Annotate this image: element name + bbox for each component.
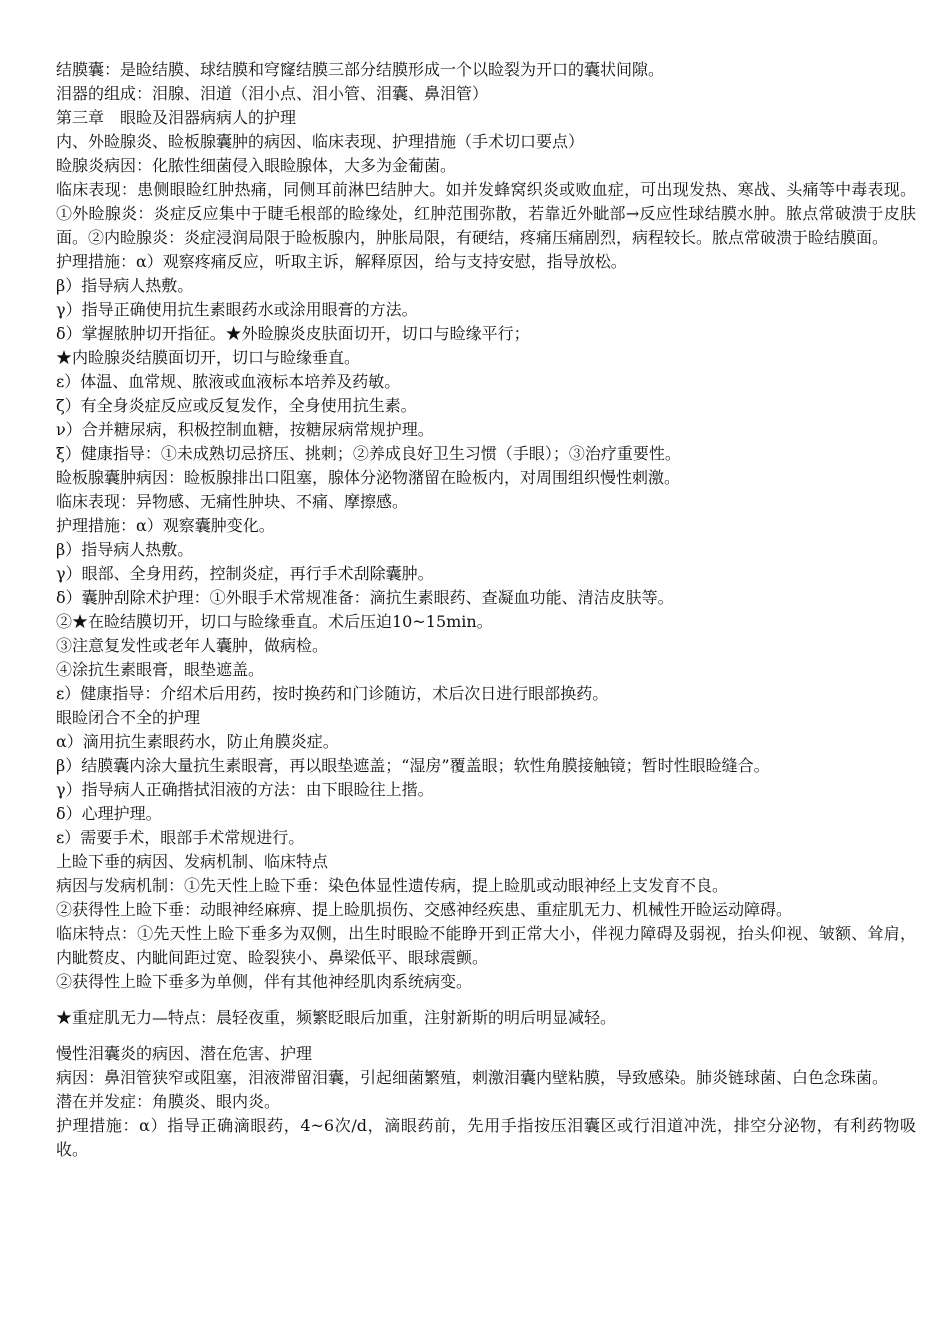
text-line: 睑板腺囊肿病因：睑板腺排出口阻塞，腺体分泌物潴留在睑板内，对周围组织慢性刺激。 — [56, 468, 681, 487]
section-heading: 内、外睑腺炎、睑板腺囊肿的病因、临床表现、护理措施（手术切口要点） — [56, 132, 585, 151]
highlight-note: ★重症肌无力—特点：晨轻夜重，频繁眨眼后加重，注射新斯的明后明显减轻。 — [56, 1008, 617, 1027]
text-line: 结膜囊：是睑结膜、球结膜和穹窿结膜三部分结膜形成一个以睑裂为开口的囊状间隙。 — [56, 60, 665, 79]
list-item: ξ）健康指导：①未成熟切忌挤压、挑刺；②养成良好卫生习惯（手眼）；③治疗重要性。 — [56, 444, 681, 463]
section-heading: 眼睑闭合不全的护理 — [56, 708, 201, 727]
list-item: ε）健康指导：介绍术后用药，按时换药和门诊随访，术后次日进行眼部换药。 — [56, 684, 609, 703]
sub-list-item: ②★在睑结膜切开，切口与睑缘垂直。术后压迫10~15min。 — [56, 612, 493, 631]
list-item: β）指导病人热敷。 — [56, 540, 194, 559]
list-item: γ）指导正确使用抗生素眼药水或涂用眼膏的方法。 — [56, 300, 418, 319]
sub-list-item: ③注意复发性或老年人囊肿，做病检。 — [56, 636, 329, 655]
list-item: δ）心理护理。 — [56, 804, 162, 823]
text-paragraph: 临床表现：患侧眼睑红肿热痛，同侧耳前淋巴结肿大。如并发蜂窝织炎或败血症，可出现发热、寒战、头痛等中毒表现。①外睑腺炎：炎症反应集中于睫毛根部的睑缘处，红肿范围弥散，若靠近外眦部→反应性球结膜水肿。脓点常破溃于皮肤面。②内睑腺炎：炎症浸润局限于睑板腺内，肿胀局限，有硬结，疼痛压痛剧烈，病程较长。脓点常破溃于睑结膜面。 — [56, 180, 916, 247]
paragraph-gap — [56, 1030, 916, 1042]
text-paragraph: ②获得性上睑下垂：动眼神经麻痹、提上睑肌损伤、交感神经疾患、重症肌无力、机械性开睑运动障碍。 — [56, 900, 793, 919]
list-item: ζ）有全身炎症反应或反复发作，全身使用抗生素。 — [56, 396, 417, 415]
chapter-heading: 第三章 眼睑及泪器病病人的护理 — [56, 108, 297, 127]
text-paragraph: 临床特点：①先天性上睑下垂多为双侧，出生时眼睑不能睁开到正常大小，伴视力障碍及弱视，抬头仰视、皱额、耸肩，内眦赘皮、内眦间距过宽、睑裂狭小、鼻梁低平、眼球震颤。 — [56, 924, 916, 967]
text-line: 病因与发病机制：①先天性上睑下垂：染色体显性遗传病，提上睑肌或动眼神经上支发育不良。 — [56, 876, 729, 895]
paragraph-gap — [56, 994, 916, 1006]
text-paragraph: 病因：鼻泪管狭窄或阻塞，泪液滞留泪囊，引起细菌繁殖，刺激泪囊内壁粘膜，导致感染。肺炎链球菌、白色念珠菌。 — [56, 1068, 889, 1087]
list-item: δ）囊肿刮除术护理：①外眼手术常规准备：滴抗生素眼药、查凝血功能、清洁皮肤等。 — [56, 588, 674, 607]
text-line: 睑腺炎病因：化脓性细菌侵入眼睑腺体，大多为金葡菌。 — [56, 156, 457, 175]
section-heading: 慢性泪囊炎的病因、潜在危害、护理 — [56, 1044, 313, 1063]
list-item: α）滴用抗生素眼药水，防止角膜炎症。 — [56, 732, 339, 751]
text-line: 护理措施：α）观察疼痛反应，听取主诉，解释原因，给与支持安慰，指导放松。 — [56, 252, 627, 271]
text-line: 护理措施：α）观察囊肿变化。 — [56, 516, 275, 535]
list-item: β）指导病人热敷。 — [56, 276, 194, 295]
text-line: 潜在并发症：角膜炎、眼内炎。 — [56, 1092, 281, 1111]
document-page — [56, 58, 916, 1162]
section-heading: 上睑下垂的病因、发病机制、临床特点 — [56, 852, 329, 871]
text-line: 临床表现：异物感、无痛性肿块、不痛、摩擦感。 — [56, 492, 409, 511]
list-item: γ）指导病人正确揩拭泪液的方法：由下眼睑往上揩。 — [56, 780, 434, 799]
text-line: ★内睑腺炎结膜面切开，切口与睑缘垂直。 — [56, 348, 361, 367]
list-item: ε）体温、血常规、脓液或血液标本培养及药敏。 — [56, 372, 401, 391]
text-line: 泪器的组成：泪腺、泪道（泪小点、泪小管、泪囊、鼻泪管） — [56, 84, 489, 103]
list-item: γ）眼部、全身用药，控制炎症，再行手术刮除囊肿。 — [56, 564, 434, 583]
list-item: ν）合并糖尿病，积极控制血糖，按糖尿病常规护理。 — [56, 420, 434, 439]
list-item: ε）需要手术，眼部手术常规进行。 — [56, 828, 305, 847]
text-line: ②获得性上睑下垂多为单侧，伴有其他神经肌肉系统病变。 — [56, 972, 473, 991]
sub-list-item: ④涂抗生素眼膏，眼垫遮盖。 — [56, 660, 265, 679]
list-item: β）结膜囊内涂大量抗生素眼膏，再以眼垫遮盖；“湿房”覆盖眼；软性角膜接触镜；暂时性眼睑缝合。 — [56, 756, 770, 775]
text-paragraph: 护理措施：α）指导正确滴眼药，4~6次/d，滴眼药前，先用手指按压泪囊区或行泪道冲洗，排空分泌物，有利药物吸收。 — [56, 1116, 916, 1159]
list-item: δ）掌握脓肿切开指征。★外睑腺炎皮肤面切开，切口与睑缘平行； — [56, 324, 530, 343]
